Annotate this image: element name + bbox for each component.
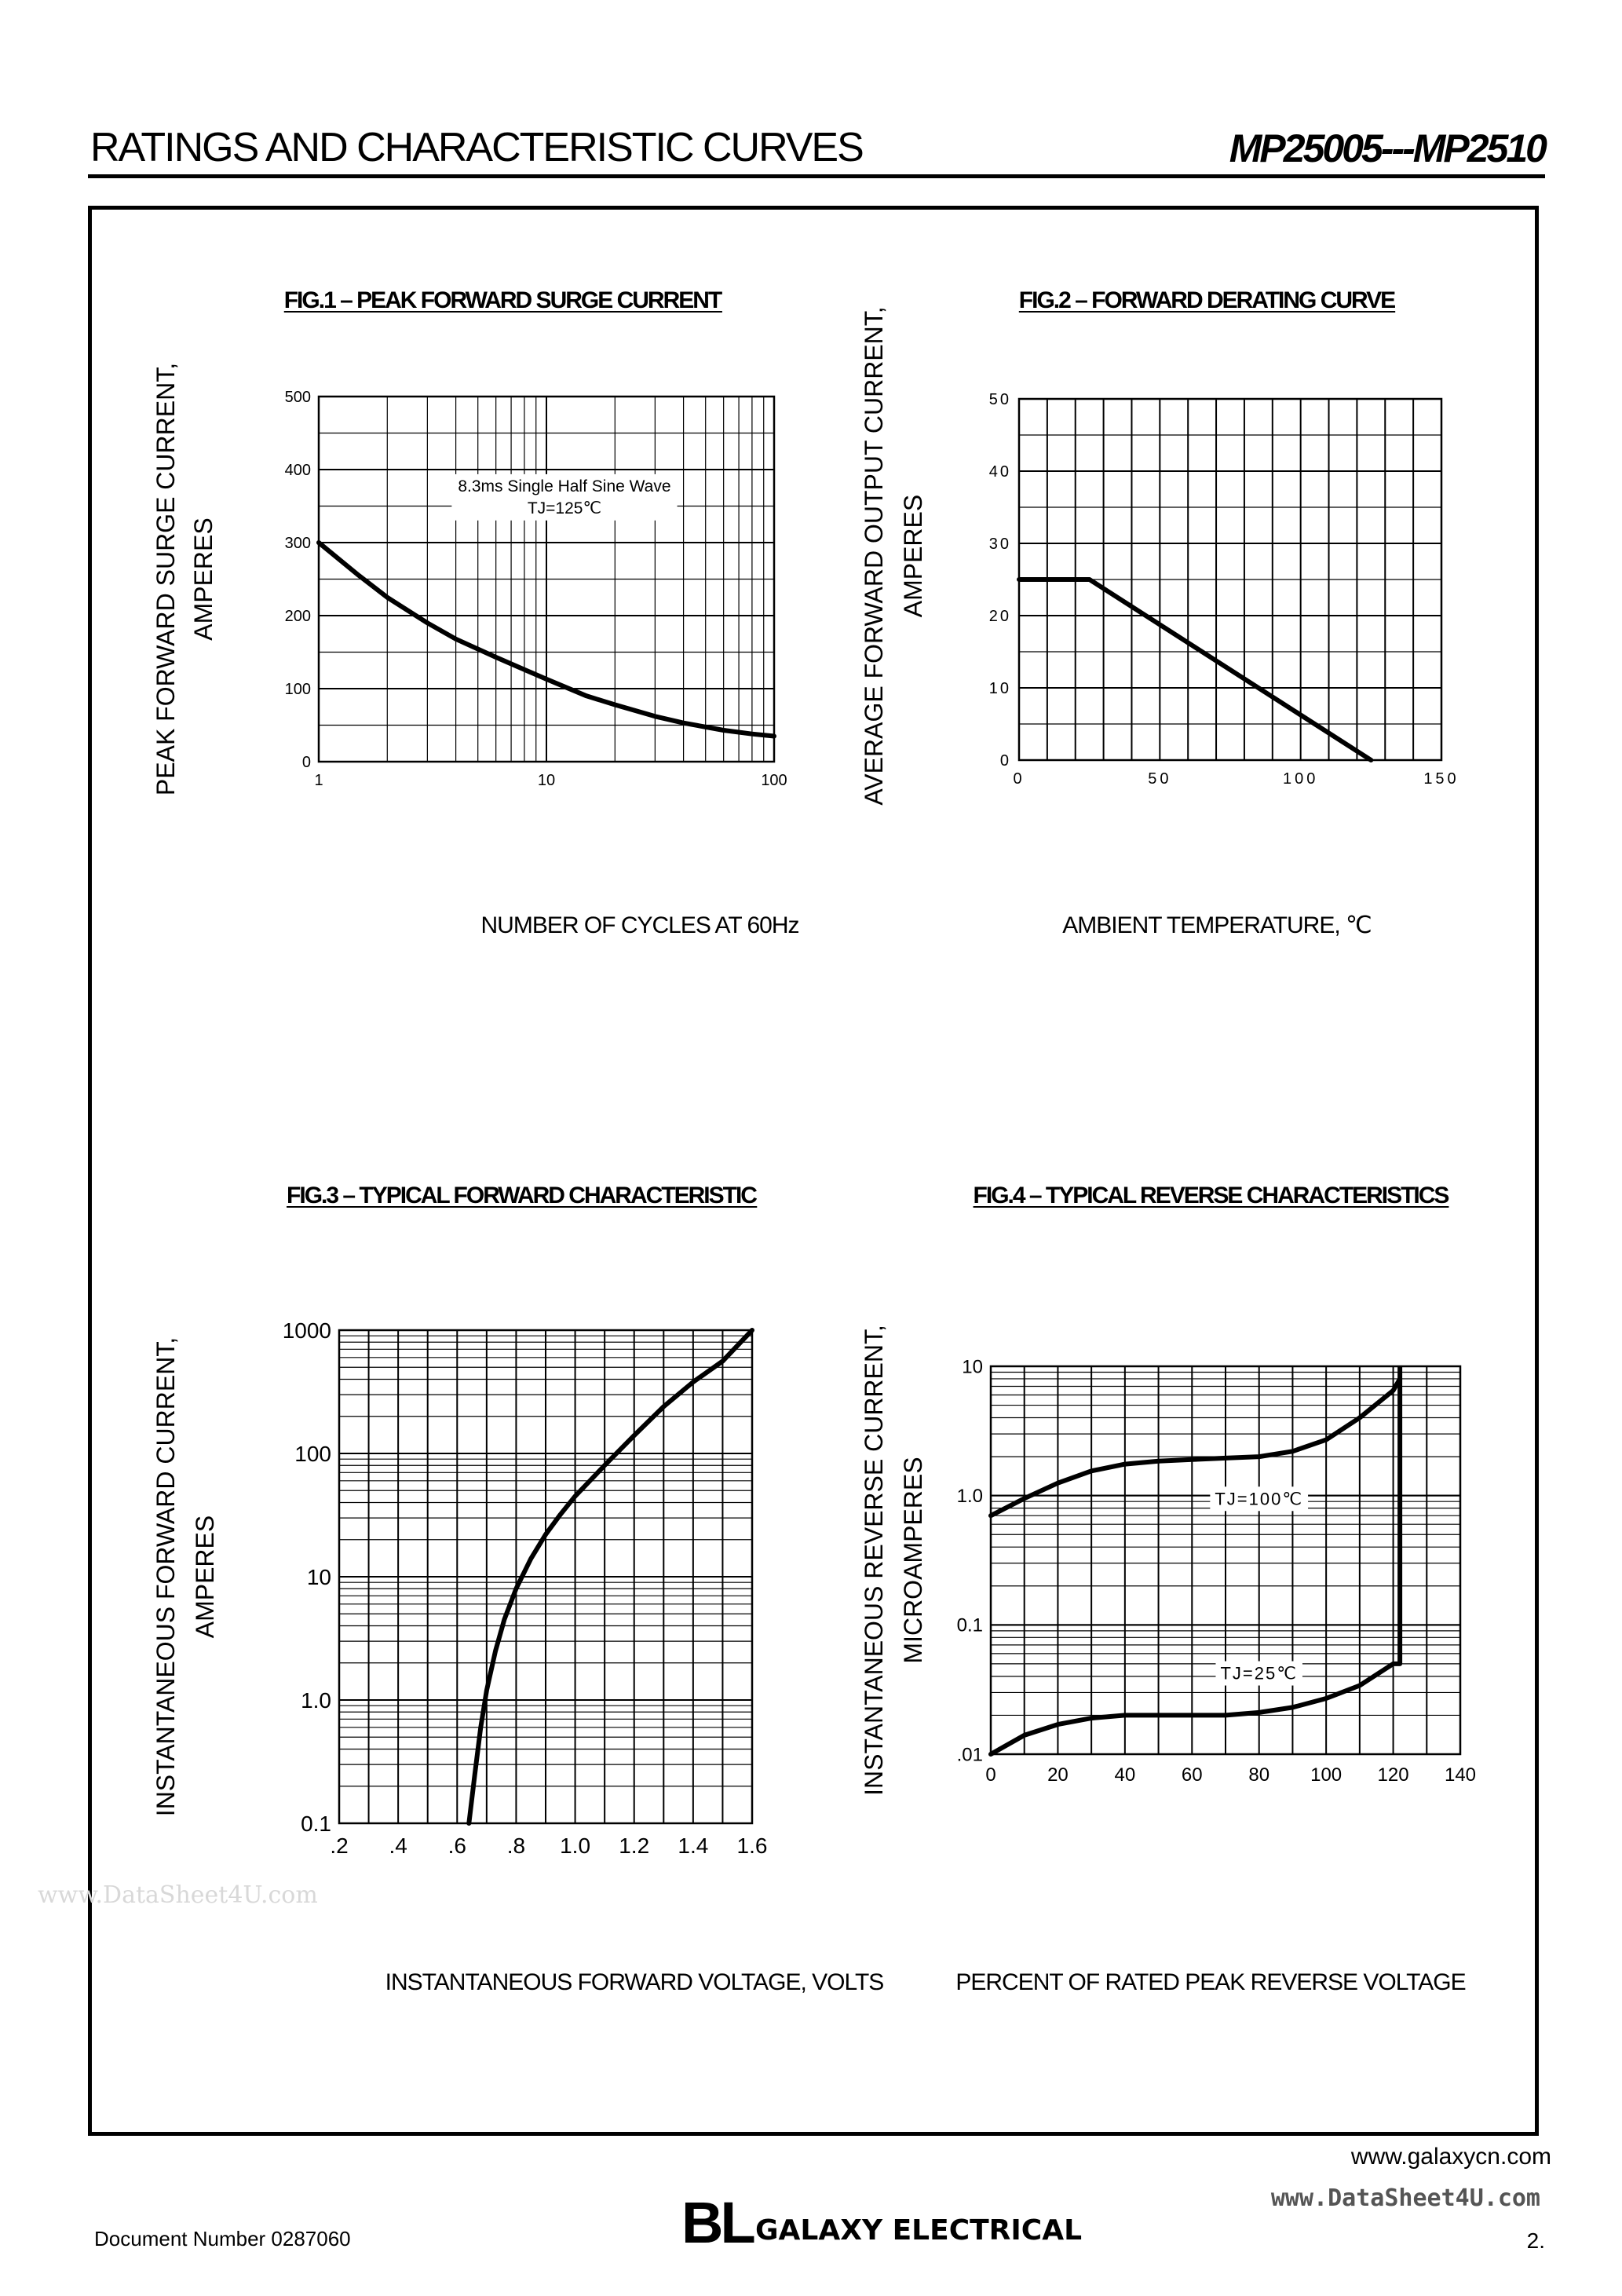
fig2-title: FIG.2 – FORWARD DERATING CURVE bbox=[1018, 287, 1395, 313]
fig2-y-tick-label: 0 bbox=[999, 752, 1011, 770]
fig1-y-tick-label: 500 bbox=[284, 389, 311, 406]
footer-website[interactable]: www.galaxycn.com bbox=[1350, 2144, 1551, 2170]
fig3-x-tick-label: .6 bbox=[448, 1834, 466, 1858]
fig2-ylabel: AVERAGE FORWARD OUTPUT CURRENT, bbox=[860, 306, 888, 806]
company-name: GALAXY ELECTRICAL bbox=[755, 2214, 1083, 2247]
fig4-x-tick-label: 120 bbox=[1377, 1764, 1409, 1786]
fig1-x-tick-label: 1 bbox=[314, 772, 323, 789]
fig3-xlabel: INSTANTANEOUS FORWARD VOLTAGE, VOLTS bbox=[385, 1969, 884, 1995]
fig2-y-tick-label: 10 bbox=[988, 680, 1011, 697]
page-number: 2. bbox=[1526, 2228, 1545, 2253]
fig1-y-tick-label: 100 bbox=[284, 681, 311, 698]
fig4-ylabel: MICROAMPERES bbox=[899, 1457, 927, 1664]
fig2-y-tick-label: 50 bbox=[988, 391, 1011, 408]
fig2-y-tick-label: 40 bbox=[988, 463, 1011, 481]
fig4-x-tick-label: 100 bbox=[1310, 1764, 1343, 1786]
fig4-x-tick-label: 40 bbox=[1114, 1764, 1136, 1786]
fig4-xlabel: PERCENT OF RATED PEAK REVERSE VOLTAGE bbox=[955, 1969, 1466, 1995]
fig2-x-tick-label: 100 bbox=[1282, 770, 1319, 788]
fig4-x-tick-label: 0 bbox=[985, 1764, 996, 1786]
fig4-x-tick-label: 80 bbox=[1248, 1764, 1270, 1786]
fig3-x-tick-label: .8 bbox=[506, 1834, 526, 1858]
fig3-x-tick-label: .2 bbox=[330, 1834, 349, 1858]
fig1-x-tick-label: 100 bbox=[761, 772, 787, 789]
fig1-title: FIG.1 – PEAK FORWARD SURGE CURRENT bbox=[283, 287, 721, 313]
footer-watermark: www.DataSheet4U.com bbox=[1270, 2184, 1540, 2212]
fig4-x-tick-label: 140 bbox=[1444, 1764, 1477, 1786]
fig4-title: FIG.4 – TYPICAL REVERSE CHARACTERISTICS bbox=[973, 1183, 1448, 1208]
fig4-y-tick-label: 10 bbox=[962, 1356, 983, 1378]
fig1-ylabel: PEAK FORWARD SURGE CURRENT, bbox=[152, 362, 180, 796]
fig1-x-tick-label: 10 bbox=[537, 772, 556, 789]
fig3-x-tick-label: 1.2 bbox=[619, 1834, 650, 1858]
fig2-y-tick-label: 20 bbox=[988, 608, 1011, 625]
fig1-y-tick-label: 400 bbox=[284, 462, 311, 479]
fig3-ylabel: AMPERES bbox=[191, 1515, 219, 1639]
fig3-y-tick-label: 1.0 bbox=[301, 1687, 331, 1713]
fig3-x-tick-label: 1.0 bbox=[560, 1834, 591, 1858]
fig4-y-tick-label: 1.0 bbox=[956, 1486, 983, 1508]
fig2-ylabel: AMPERES bbox=[899, 494, 927, 618]
fig3-y-tick-label: 100 bbox=[294, 1441, 331, 1466]
fig4-y-tick-label: .01 bbox=[956, 1744, 983, 1766]
fig3-x-tick-label: 1.4 bbox=[678, 1834, 709, 1858]
fig3-y-tick-label: 1000 bbox=[282, 1318, 331, 1343]
fig2-y-tick-label: 30 bbox=[988, 536, 1011, 553]
fig2-x-tick-label: 0 bbox=[1013, 770, 1025, 788]
fig3-y-tick-label: 10 bbox=[306, 1564, 331, 1589]
document-number: Document Number 0287060 bbox=[94, 2227, 351, 2250]
fig1-y-tick-label: 300 bbox=[284, 535, 311, 552]
fig1-annotation: 8.3ms Single Half Sine Wave bbox=[458, 477, 671, 495]
fig1-ylabel: AMPERES bbox=[189, 517, 217, 641]
fig3-y-tick-label: 0.1 bbox=[301, 1811, 331, 1836]
fig3-title: FIG.3 – TYPICAL FORWARD CHARACTERISTIC bbox=[287, 1183, 756, 1208]
fig1-y-tick-label: 0 bbox=[301, 754, 311, 771]
company-logo: BL bbox=[681, 2190, 753, 2255]
fig4-series-line bbox=[991, 1664, 1400, 1754]
fig1-y-tick-label: 200 bbox=[284, 608, 311, 625]
part-range: MP25005---MP2510 bbox=[1229, 126, 1545, 170]
fig4-y-tick-label: 0.1 bbox=[956, 1614, 983, 1636]
watermark-left: www.DataSheet4U.com bbox=[38, 1881, 318, 1909]
fig2-x-tick-label: 50 bbox=[1148, 770, 1172, 788]
fig2-xlabel: AMBIENT TEMPERATURE, ℃ bbox=[1062, 912, 1372, 938]
page-title: RATINGS AND CHARACTERISTIC CURVES bbox=[90, 125, 863, 170]
fig3-ylabel: INSTANTANEOUS FORWARD CURRENT, bbox=[152, 1336, 180, 1817]
fig3-x-tick-label: 1.6 bbox=[736, 1834, 768, 1858]
fig4-series-label: TJ=100℃ bbox=[1215, 1489, 1304, 1509]
fig4-x-tick-label: 20 bbox=[1047, 1764, 1069, 1786]
fig1-xlabel: NUMBER OF CYCLES AT 60Hz bbox=[480, 912, 799, 938]
fig1-annotation: TJ=125℃ bbox=[527, 499, 602, 517]
fig2-series-line bbox=[1019, 579, 1371, 760]
fig4-x-tick-label: 60 bbox=[1181, 1764, 1203, 1786]
fig4-series-label: TJ=25℃ bbox=[1220, 1663, 1298, 1684]
fig4-ylabel: INSTANTANEOUS REVERSE CURRENT, bbox=[860, 1325, 888, 1796]
fig2-x-tick-label: 150 bbox=[1423, 770, 1459, 788]
fig3-x-tick-label: .4 bbox=[389, 1834, 407, 1858]
